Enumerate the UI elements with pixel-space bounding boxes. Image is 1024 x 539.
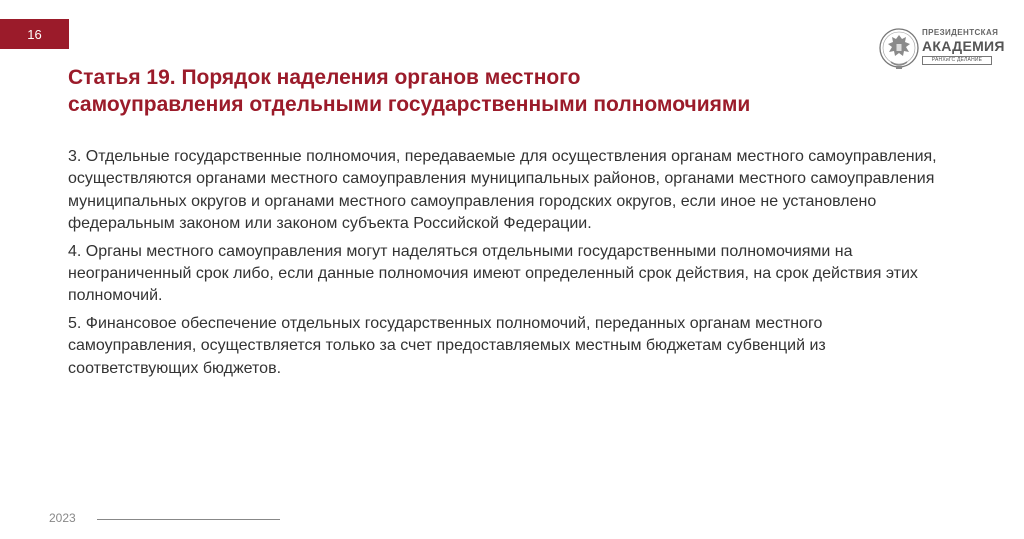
academy-logo [878, 24, 1005, 74]
logo-text-main: АКАДЕМИЯ [922, 38, 1005, 54]
article-paragraph: 4. Органы местного самоуправления могут наделяться отдельными государственными полномочиями на неограниченный срок либо, если данные полномочия имеют определенный срок действия, на срок действия этих полномочий. [68, 242, 918, 305]
page-number: 16 [27, 26, 42, 42]
slide-title-line: Статья 19. Порядок наделения органов местного [68, 66, 581, 89]
page-number-badge [0, 19, 69, 49]
slide-title-line: самоуправления отдельными государственными полномочиями [68, 93, 751, 116]
footer-divider [97, 519, 280, 520]
article-body [68, 146, 938, 385]
article-paragraph: 3. Отдельные государственные полномочия, передаваемые для осуществления органам местного самоуправления, осуществляются органами местного самоуправления муниципальных районов, органами местного самоуправления муниципальных округов и органами местного самоуправления городских округов, если иное не установлено федеральным законом или законом субъекта Российской Федерации. [68, 148, 937, 233]
footer-year: 2023 [49, 511, 76, 525]
logo-text-top: ПРЕЗИДЕНТСКАЯ [922, 28, 999, 37]
logo-tagline: РАНХиГС ДЕЛАНИЕ [922, 56, 992, 65]
article-paragraph: 5. Финансовое обеспечение отдельных государственных полномочий, переданных органам местного самоуправления, осуществляется только за счет предоставляемых местным бюджетам субвенций из соответствующих бюджетов. [68, 314, 826, 377]
slide-title [68, 64, 888, 118]
